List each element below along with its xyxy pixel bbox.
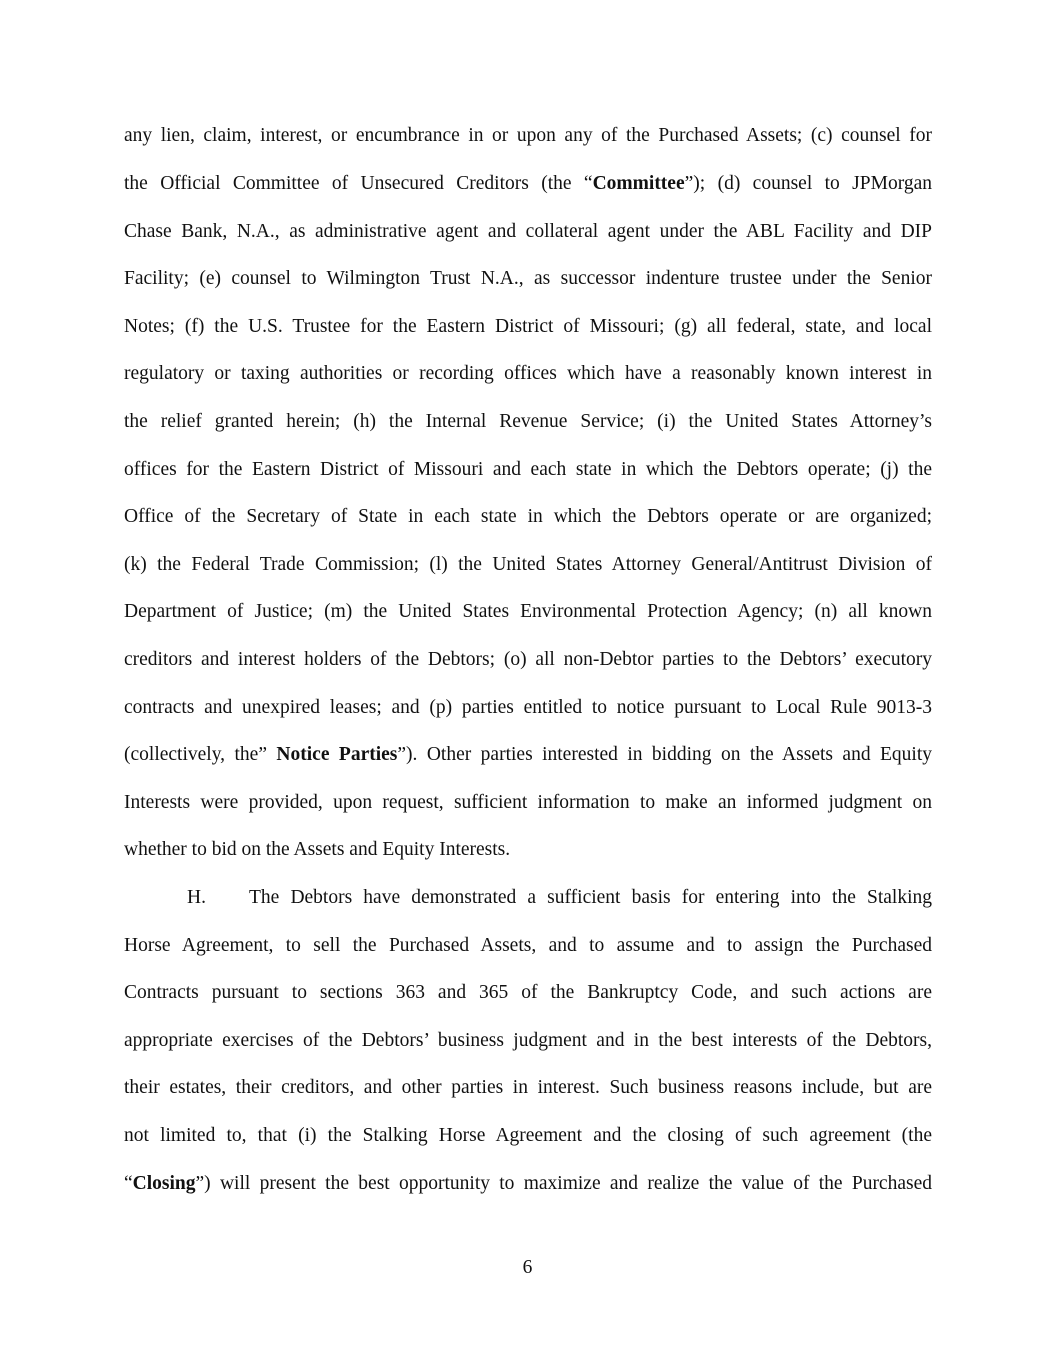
defined-term: Closing xyxy=(132,1173,196,1194)
paragraph-line: Office of the Secretary of State in each state in which the Debtors operate or are organized; xyxy=(124,506,932,527)
paragraph-line: The Debtors have demonstrated a sufficient basis for entering into the Stalking xyxy=(249,887,932,908)
paragraph-line: Horse Agreement, to sell the Purchased Assets, and to assume and to assign the Purchased xyxy=(124,935,932,956)
paragraph-line: Interests were provided, upon request, sufficient information to make an informed judgment on xyxy=(124,792,932,813)
paragraph-line: offices for the Eastern District of Missouri and each state in which the Debtors operate; (j) the xyxy=(124,459,932,480)
paragraph-line: creditors and interest holders of the Debtors; (o) all non-Debtor parties to the Debtors’ executory xyxy=(124,649,932,670)
page-number: 6 xyxy=(522,1257,533,1278)
paragraph-line: Department of Justice; (m) the United States Environmental Protection Agency; (n) all known xyxy=(124,601,932,622)
paragraph-line: the relief granted herein; (h) the Internal Revenue Service; (i) the United States Attorney’s xyxy=(124,411,932,432)
paragraph-line: contracts and unexpired leases; and (p) parties entitled to notice pursuant to Local Rule 9013-3 xyxy=(124,697,932,718)
paragraph-line: regulatory or taxing authorities or recording offices which have a reasonably known interest in xyxy=(124,363,932,384)
paragraph-line: whether to bid on the Assets and Equity Interests. xyxy=(124,839,511,860)
paragraph-line: Contracts pursuant to sections 363 and 365 of the Bankruptcy Code, and such actions are xyxy=(124,982,932,1003)
paragraph-label: H. xyxy=(187,887,206,908)
paragraph-line: their estates, their creditors, and other parties in interest. Such business reasons include, but are xyxy=(124,1077,932,1098)
paragraph-line: appropriate exercises of the Debtors’ business judgment and in the best interests of the Debtors, xyxy=(124,1030,932,1051)
paragraph-line: “Closing”) will present the best opportunity to maximize and realize the value of the Purchased xyxy=(124,1173,932,1194)
paragraph-line: (k) the Federal Trade Commission; (l) the United States Attorney General/Antitrust Division of xyxy=(124,554,932,575)
paragraph-line: not limited to, that (i) the Stalking Horse Agreement and the closing of such agreement (the xyxy=(124,1125,932,1146)
paragraph-line: Facility; (e) counsel to Wilmington Trust N.A., as successor indenture trustee under the Senior xyxy=(124,268,932,289)
paragraph-line: Notes; (f) the U.S. Trustee for the Eastern District of Missouri; (g) all federal, state, and local xyxy=(124,316,932,337)
paragraph-line: the Official Committee of Unsecured Creditors (the “Committee”); (d) counsel to JPMorgan xyxy=(124,173,932,194)
defined-term: Notice Parties xyxy=(276,744,398,765)
paragraph-line: Chase Bank, N.A., as administrative agent and collateral agent under the ABL Facility and DIP xyxy=(124,221,932,242)
paragraph-line: any lien, claim, interest, or encumbrance in or upon any of the Purchased Assets; (c) counsel for xyxy=(124,125,932,146)
paragraph-line: (collectively, the” Notice Parties”). Other parties interested in bidding on the Assets and Equity xyxy=(124,744,933,765)
defined-term: Committee xyxy=(592,173,685,194)
